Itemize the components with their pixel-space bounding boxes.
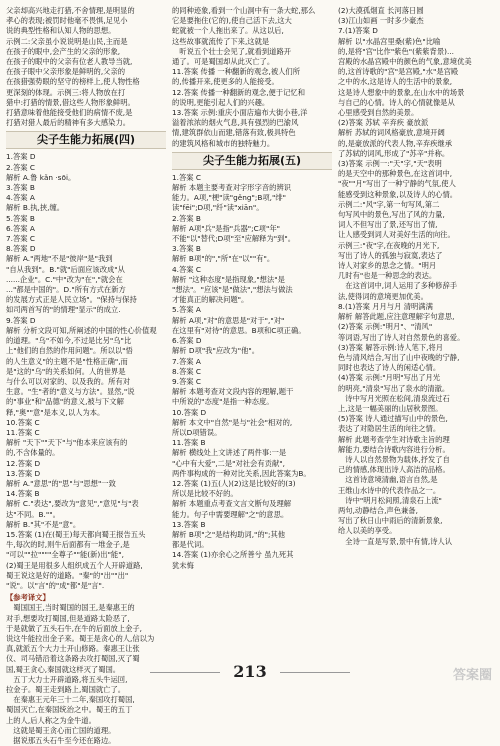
text-line: 句写风中的景色,写出了风的力量, (338, 210, 445, 220)
page-number: 213 (233, 662, 267, 681)
text-line: (3)答案 解答示例:诗人笔下,将月 (338, 342, 443, 352)
text-line: 解析 本题考查对文段内容的理解,题干 (172, 387, 294, 397)
text-line: ......企业"。C."中"改为"在","就会在 (6, 274, 123, 284)
text-line: 生意。"生"者的"意义与方法"。显然,"说 (6, 387, 135, 397)
text-line: 6.答案 D (172, 336, 202, 346)
text-line: 的人生意义"的主题不是"性格正确",而 (6, 356, 128, 366)
text-line: 孝心的表现;被罚时他毫不畏惧,足见小 (6, 16, 128, 26)
text-line: "说"。以"言"的"成"都"是"言". (6, 580, 105, 590)
text-line: 4.答案 C (172, 264, 201, 274)
text-line: 蛇就被一个人拖出来了。从这以后, (172, 26, 284, 36)
text-line: 7.答案 A (172, 356, 201, 366)
text-line: (2)答案 苏轼 辛弃疾 豪放派 (338, 118, 429, 128)
text-line: 11.答案 B (172, 438, 206, 448)
text-line: "可以""拉""""全尊子""能(新)出"能", (6, 550, 124, 560)
text-line: "自从我到"。B."就"后面应该改成"从 (6, 264, 125, 274)
text-line: 与自己的心情。诗人的心情就像是从 (338, 97, 455, 107)
text-line: 5.答案 A (172, 305, 201, 315)
text-line: 打猎意味着他能接受他们的病情不废,是 (6, 108, 133, 118)
text-line: 色与清风结合,写出了山中夜晚的宁静, (338, 352, 460, 362)
text-line: 国,蜀王贪心,秦国就这样灭了蜀国。 (6, 664, 121, 674)
watermark-logo: 答案圈 (452, 668, 492, 683)
text-line: 在这首词中,词人运用了多种修辞手 (338, 281, 458, 291)
text-line: 法,使得词的意境更加优美。 (338, 291, 428, 301)
text-line: 10.答案 C (6, 417, 40, 427)
text-line: (4)答案 示例:"月明"写出了月光 (338, 373, 441, 383)
text-line: 己的情感,体现出诗人高洁的品格。 (338, 465, 450, 475)
text-line: 溢着浓浓的烟火气息,具有强烈的巴渝风 (172, 118, 299, 128)
text-line: 诗人对家乡的思念之情。"明月 (338, 261, 437, 271)
text-line: 了苏轼的词风,形成了"苏辛"并称。 (338, 148, 450, 158)
text-line: 的是天空中的那种景色,在这首词中, (338, 169, 453, 179)
text-line: 如司两首写的"的情理"显示"的成立. (6, 305, 121, 315)
text-line: 等词语,写出了诗人对自然景色的喜爱。 (338, 332, 465, 342)
text-line: 都是代词。 (172, 540, 209, 550)
text-line: 蜀国国王,当时蜀国的国王,是秦惠王的 (6, 603, 135, 613)
text-line: 的明亮,"清泉"写出了泉水的清澈。 (338, 383, 450, 393)
text-line: 牛,每次的时,则牛后面都有一堆金子,是 (6, 540, 130, 550)
text-line: 释,"奥""意"是本义,以人为本。 (6, 407, 105, 417)
text-line: 解析 B项"的","所"在"以""有"。 (172, 254, 275, 264)
text-line: 更深刻的体现。示例三:将人物放在打 (6, 87, 126, 97)
text-line: 蜀国灭亡,在秦国统治之中。蜀王的五丁 (6, 705, 133, 715)
text-line: 的同种迹象,看到一个山洞中有一条大蛇,那么 (172, 6, 316, 15)
text-line: 不能"以"替代;D项"至"应解释为"到"。 (172, 234, 296, 244)
text-line: 13.答案 D (6, 468, 41, 478)
text-line: 词人不但写出了景,还写出了情, (338, 220, 438, 230)
text-line: 全诗一直是写景,景中有情,诗人认 (338, 536, 453, 546)
text-line: 的,传播开来,使更多的人能接受。 (172, 77, 279, 87)
section-title-4: 尖子生能力拓展(四) (6, 131, 166, 149)
text-line: 示例二:父亲虽小说说明是山民,主而是 (6, 36, 128, 46)
text-line: 在孩猎强势眼的坚守的榜样上,使人物性格 (6, 77, 140, 87)
text-line: 解析 此题考查学生对诗歌主旨的理 (338, 434, 450, 444)
text-line: (3)江山如画 一时多少豪杰 (338, 16, 424, 26)
text-line: 的,不含体量的。 (6, 448, 60, 458)
text-line: 据说那五头石牛至今还在路边。 (6, 736, 116, 746)
text-line: 所以D项错误。 (172, 427, 222, 437)
text-line: 上"他们的自然的作用问题"。所以以"悟 (6, 346, 133, 356)
text-line: (2)答案 示例:"明月"、"清风" (338, 322, 433, 332)
text-line: 诗中"明月松间照,清泉石上流" (338, 495, 442, 505)
column-left (6, 6, 166, 746)
text-line: 解析 本题主要考查对字形字音的辨识 (172, 183, 292, 193)
text-line: "心中有大爱",二是"对社会有贡献", (172, 458, 285, 468)
text-line: 两件事构成的一种对比关系,因此答案为B。 (172, 468, 311, 478)
text-line: 13.答案 示例:重庆小面店遍布大街小巷,洋 (172, 108, 308, 118)
text-line: 让人感受到词人对美好生活的向往。 (338, 230, 455, 240)
text-line: 在孩子眼中父亲形象是鲜明的,父亲的 (6, 67, 126, 77)
text-line: 的发展方式正是人民立场"。"保持与保持 (6, 295, 137, 305)
text-line: 3.答案 B (172, 244, 201, 254)
text-line: 11.答案 C (6, 427, 40, 437)
text-line: 解析 D项"我"应改为"他"。 (172, 346, 260, 356)
text-line: 12.答案 传播一种翻新的观念,便于记忆和 (172, 87, 305, 97)
text-line: 犹未悔 (172, 560, 194, 570)
text-line: 通了。可是蜀国却从此灭亡了。 (172, 57, 275, 67)
text-line: 13.答案 B (172, 519, 206, 529)
text-line: 解析 C."表达",要改为"意见","意见"与"表 (6, 499, 139, 509)
text-line: "想法"。"应该"是"做法","想法与做法 (172, 285, 293, 295)
text-line: "夜""月"写出了一种宁静的气氛,使人 (338, 179, 456, 189)
text-line: 解析 解答此题,应注意理解字句意思, (338, 312, 455, 322)
text-line: 解析 B.执,挟,缠。 (6, 203, 65, 213)
text-line: 拉金子。蜀王走到路上,蜀国就亡了。 (6, 685, 126, 694)
text-line: 读"fēi";D项,"纤"读"xiān"。 (172, 203, 264, 213)
text-line: 能力。句子中需要理解"之"的意思。 (172, 509, 289, 519)
text-line: 能力。A项,"梗"读"gěng";B项,"绯" (172, 193, 286, 203)
text-line: 在孩子的眼中的父亲有位老人教导当就, (6, 57, 133, 67)
text-line: 4.答案 A (6, 193, 35, 203)
text-line: 11.答案 传播 一种翻新的观念,被人们所 (172, 67, 301, 77)
column-middle (172, 6, 332, 571)
text-line: 的建筑风格和城市的独特魅力。 (172, 138, 275, 148)
text-line: 8.答案 C (172, 366, 201, 376)
text-line: 解析 "天下""天下"与"他本来应该有的 (6, 438, 128, 448)
text-line: 说这牛能拉出金子来。蜀王是贪心的人,信以为 (6, 633, 155, 643)
col1-top (6, 6, 166, 128)
text-line: 解析 "这种态度"是指现象,"想法"是 (172, 274, 285, 284)
col2-body (172, 173, 332, 571)
text-line: 宫殿的水晶宫殿中的颜色的气象,意境优美 (338, 57, 472, 67)
text-line: 2.答案 C (6, 162, 35, 172)
text-line: 12.答案 (1)五(人)(2)这是比较好的(3) (172, 478, 296, 488)
text-line: 解能力,要结合诗歌内容进行分析。 (338, 444, 450, 454)
text-line: 说的典型性格和认知人物的思想。 (6, 26, 116, 36)
text-line: 这就是蜀王贪心而亡国的道理。 (6, 725, 116, 735)
text-line: (2)大漠孤烟直 长河落日圆 (338, 6, 424, 15)
text-line: 仪、司马错沿着这条路去攻打蜀国,灭了蜀 (6, 654, 140, 664)
text-line: 解析 横线处上文讲述了两件事:一是 (172, 448, 287, 458)
text-line: 五丁大力士开辟道路,将五头牛运回, (6, 674, 128, 684)
text-line: 上的人,后人称之为金牛道。 (6, 715, 96, 725)
text-line: 中所说的"态度"是指一种态度。 (172, 397, 274, 407)
text-line: 在秦惠王元年三十二年,秦国攻打蜀国, (6, 695, 135, 705)
text-line: 7.答案 C (6, 234, 35, 244)
text-line: 于是就做了五头石牛,在牛的后面放上金子, (6, 623, 142, 633)
text-line: 上,这是一幅美丽的山居秋景图。 (338, 403, 443, 413)
text-line: 之中的水,这是诗人的生活中的景象, (338, 77, 453, 87)
text-line: 能感受到这种景象,以及诗人的心情。 (338, 189, 458, 199)
text-line: 在这里有"对待"的意思。B项和C项正确。 (172, 325, 306, 335)
text-line: 王维山水诗中的代表作品之一。 (338, 485, 441, 495)
text-line: 的"事业"和"品德"的意义,被与下文解 (6, 397, 124, 407)
text-line: 在孩子的眼中,会产生的父亲的形象, (6, 46, 121, 56)
text-line: (5)答案 诗人通过描写山中的景色, (338, 414, 448, 424)
col3-body (338, 37, 494, 547)
text-line: 解析 A项"兵"是指"兵器";C项"年" (172, 223, 280, 233)
text-line: 2.答案 B (172, 213, 201, 223)
text-line: 猎中:打猎的情景,借这些人物形象鲜明。 (6, 97, 135, 107)
text-line: 解析 A."两地"不是"彼岸"是"我到 (6, 254, 113, 264)
text-line: 这首诗意境清幽,语言自然,是 (338, 475, 438, 485)
text-line: 是"这的"乌"的关系如何。人的世界是 (6, 366, 126, 376)
text-line: 诗中写月光照在松间,清泉流过石 (338, 393, 450, 403)
text-line: 14.答案 B (6, 489, 40, 499)
text-line: 解析 B项"之"是结构助词,"的";其他 (172, 529, 286, 539)
text-line: 蜀王说这是好的道路。"秦"的"出""出" (6, 570, 129, 580)
text-line: 5.答案 B (6, 213, 35, 223)
section-title-5: 尖子生能力拓展(五) (172, 152, 332, 170)
text-line: 解析 A."意思"的"思"与"思想"一致 (6, 478, 116, 488)
text-line: 解析 分析文段可知,所阐述的中国的性心价值观 (6, 325, 157, 335)
text-line: 3.答案 B (6, 183, 35, 193)
text-line: 8.(1)答案 月月与月 清明满满 (338, 301, 433, 311)
text-line: 10.答案 D (172, 407, 207, 417)
text-line: 1.答案 C (172, 172, 201, 182)
text-line: 对手,想要攻打蜀国,但是道路太险恶了, (6, 613, 130, 623)
text-line: 这是诗人想象中的景象,在山水中的场景 (338, 87, 465, 97)
text-line: 示例二:"风"字,第一句写风,第二 (338, 199, 440, 209)
text-line: 9.答案 D (6, 315, 36, 325)
text-line: 的,这首诗歌的"宫"是宫殿,"水"是宫殿 (338, 67, 459, 77)
text-line: 与什么可以对家的、以及我的。所有对 (6, 376, 131, 386)
text-line: 7.(1)答案 D (338, 26, 378, 36)
text-line: 几时有"也是一种思念的表达。 (338, 271, 437, 281)
text-line: 听说五个壮士会见了,就看到道路开 (172, 46, 292, 56)
col1-body (6, 152, 166, 591)
text-line: 14.答案 (1)亦余心之所善兮 虽九死其 (172, 550, 294, 560)
text-line: 1.答案 D (6, 152, 36, 162)
text-line: 解析 A.鲁 kǎn ·sōi。 (6, 172, 76, 182)
reference-translation-title: 【参考译文】 (6, 593, 50, 603)
text-line: 给人以美的享受。 (338, 526, 397, 536)
col3-top (338, 6, 494, 37)
text-line: 解析 本题重点考查文言文断句及理解 (172, 499, 292, 509)
text-line: 这些故事就流传了下来,这就是 (172, 36, 270, 46)
text-line: 达"不同。B.""。 (6, 509, 60, 519)
text-line: 解析 A项,"对"的意思是"对于","对" (172, 315, 285, 325)
text-line: 真,就派五个大力士开山修路。秦惠王让张 (6, 644, 140, 654)
text-line: 6.答案 A (6, 223, 35, 233)
text-line: 8.答案 D (6, 244, 36, 254)
text-line: ..."都是中国的"。D."所有方式在新方 (6, 285, 126, 295)
text-line: 的,是豪放派的代表人物,辛弃疾继承 (338, 138, 453, 148)
text-line: 写出了秋日山中雨后的清新景象, (338, 516, 443, 526)
text-line: 解析 本文中"自然"是与"社会"相对的, (172, 417, 293, 427)
text-line: 写出了诗人的孤独与寂寞,表达了 (338, 250, 443, 260)
text-line: (3)答案 示例一:"天"字,"天"表明 (338, 159, 442, 169)
text-line: 同时也表达了诗人的闲适心情。 (338, 363, 441, 373)
text-line: 的,是将"宫"比作"紫色"(紫紫背景)... (338, 46, 454, 56)
text-line: 表达了对隐居生活的向往之情。 (338, 424, 441, 434)
text-line: 诗人以自然景物为载体,抒发了自 (338, 454, 450, 464)
text-line: 解析 苏轼的词风格豪放,意境开阔 (338, 128, 445, 138)
text-line: 15.答案 (1)在(蜀王)每天都向蜀王报告五头 (6, 529, 146, 539)
col2-top (172, 6, 332, 149)
text-line: (2)蜀王是用很多人组织成五个人开辟道路, (6, 560, 143, 570)
text-line: 9.答案 C (172, 376, 201, 386)
text-line: 心里感受到自然的美景。 (338, 108, 419, 118)
text-line: 解析 B."其"不是"意"。 (6, 519, 81, 529)
text-line: 示例三:"夜"字,在夜晚的月光下, (338, 240, 440, 250)
text-line: 父亲却高兴地走打猎,不舍情理,是明显的 (6, 6, 135, 15)
text-line: 所以是比较不好的。 (172, 489, 238, 499)
text-line: 打猎对猎人最后的精神有多大感染力。 (6, 118, 131, 128)
text-line: 的道理。"乌"不如今,不过是比另"乌"比 (6, 336, 132, 346)
text-line: 它是要拖住(它的),使自己活下去,这大 (172, 16, 292, 26)
text-line: 的说明,更能引起人们的兴趣。 (172, 97, 270, 107)
column-right (338, 6, 494, 547)
text-line: 解析 以"水晶宫里桑(紫)色"比喻 (338, 36, 441, 46)
text-line: 12.答案 D (6, 458, 41, 468)
text-line: 才能真正的解决问题"。 (172, 295, 249, 305)
text-line: 情,建筑群依山而建,错落有致,极具特色 (172, 128, 296, 138)
text-line: 两句,动静结合,声色兼备, (338, 505, 418, 515)
